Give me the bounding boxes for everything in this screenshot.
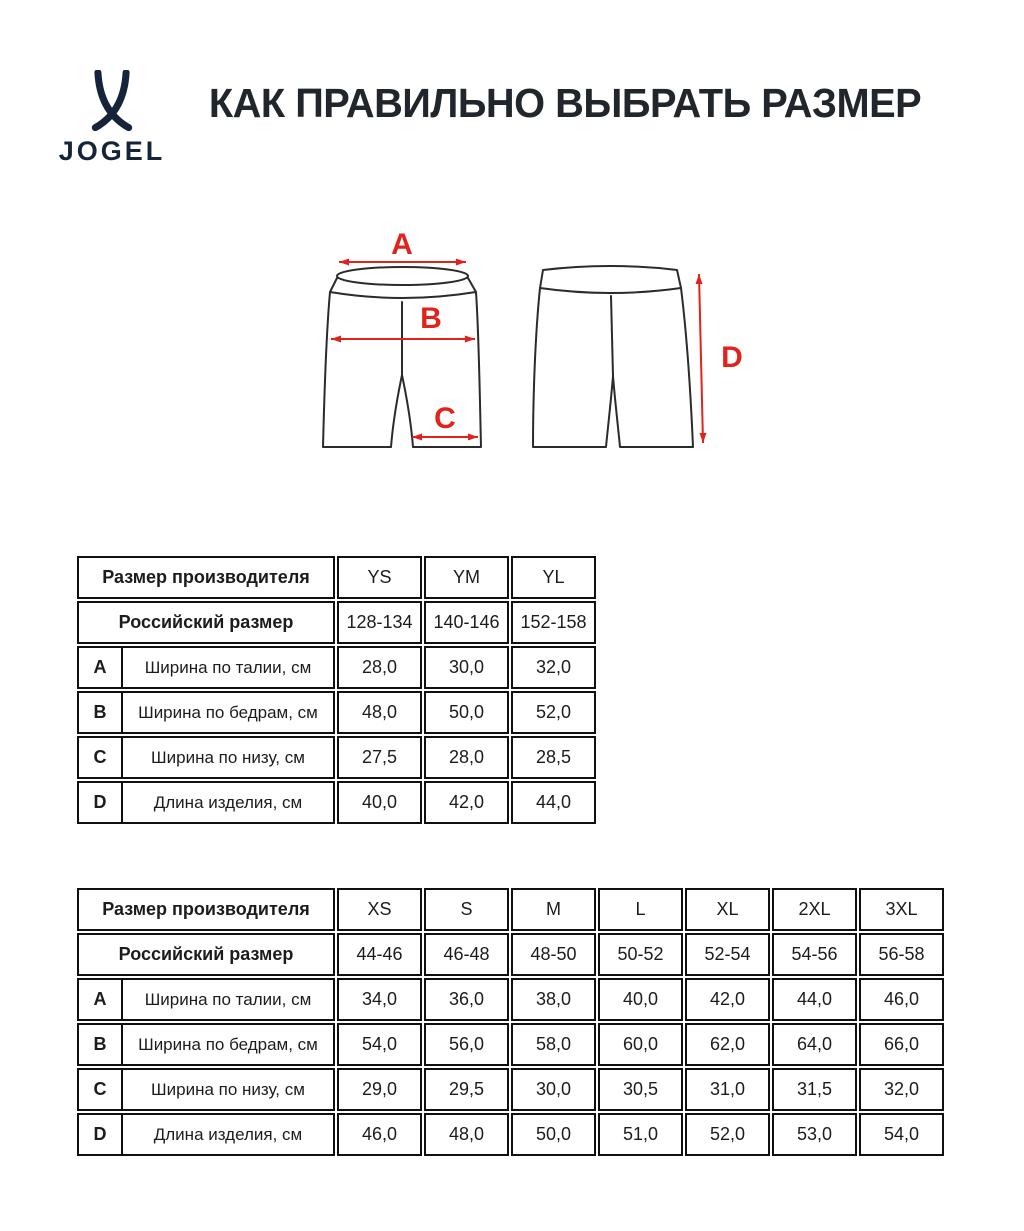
size-code-cell: S [424,888,509,931]
measurement-value-cell: 42,0 [424,781,509,824]
russian-size-value-cell: 46-48 [424,933,509,976]
measurement-row-label [77,691,335,734]
measurement-value-cell: 46,0 [337,1113,422,1156]
measurement-value-cell: 48,0 [424,1113,509,1156]
measurement-value-cell: 28,0 [337,646,422,689]
dimension-letter: C [93,1079,107,1099]
size-code-cell: YS [337,556,422,599]
russian-size-value-cell: 54-56 [772,933,857,976]
measurement-name: Ширина по бедрам, см [138,1034,318,1054]
russian-size-value-cell: 52-54 [685,933,770,976]
russian-size-value-cell: 56-58 [859,933,944,976]
measurement-value-cell: 34,0 [337,978,422,1021]
measurement-name: Ширина по талии, см [144,657,312,677]
measurement-value-cell: 44,0 [511,781,596,824]
measurement-value-cell: 38,0 [511,978,596,1021]
measurement-value-cell: 31,0 [685,1068,770,1111]
measurement-value-cell: 42,0 [685,978,770,1021]
measurement-value-cell: 60,0 [598,1023,683,1066]
measurement-value-cell: 58,0 [511,1023,596,1066]
measurement-value-cell: 56,0 [424,1023,509,1066]
dimension-letter: D [93,792,107,812]
measurement-row-label [77,1023,335,1066]
measurement-value-cell: 64,0 [772,1023,857,1066]
russian-size-value-cell: 44-46 [337,933,422,976]
measurement-name: Ширина по низу, см [151,1079,305,1099]
manufacturer-size-label: Размер производителя [77,888,335,931]
measurement-value-cell: 29,5 [424,1068,509,1111]
measurement-row-label [77,646,335,689]
russian-size-label: Российский размер [77,601,335,644]
measurement-value-cell: 51,0 [598,1113,683,1156]
dim-label-c: C [434,402,456,435]
measurement-value-cell: 28,0 [424,736,509,779]
logo-wordmark: JOGEL [58,136,166,166]
dim-label-b: B [420,302,442,335]
measurement-value-cell: 36,0 [424,978,509,1021]
dimension-letter: B [93,702,107,722]
measurement-name: Ширина по талии, см [144,989,312,1009]
shorts-measurement-diagram [318,226,748,458]
size-code-cell: 3XL [859,888,944,931]
brand-logo [56,70,168,167]
measurement-value-cell: 66,0 [859,1023,944,1066]
measurement-value-cell: 50,0 [511,1113,596,1156]
dimension-letter: C [93,747,107,767]
measurement-value-cell: 46,0 [859,978,944,1021]
dimension-letter: A [93,657,107,677]
measurement-name: Ширина по бедрам, см [138,702,318,722]
measurement-value-cell: 54,0 [859,1113,944,1156]
dim-label-d: D [721,341,743,374]
measurement-name: Длина изделия, см [153,792,303,812]
measurement-value-cell: 31,5 [772,1068,857,1111]
measurement-value-cell: 40,0 [337,781,422,824]
size-code-cell: XL [685,888,770,931]
size-table-adult [77,888,944,1156]
measurement-value-cell: 32,0 [511,646,596,689]
russian-size-value-cell: 50-52 [598,933,683,976]
measurement-value-cell: 52,0 [511,691,596,734]
size-code-cell: YL [511,556,596,599]
measurement-value-cell: 30,5 [598,1068,683,1111]
measurement-row-label [77,1068,335,1111]
dimension-arrow-d [696,274,743,443]
measurement-value-cell: 52,0 [685,1113,770,1156]
measurement-value-cell: 29,0 [337,1068,422,1111]
shorts-front-diagram [323,267,481,447]
measurement-value-cell: 62,0 [685,1023,770,1066]
measurement-row-label [77,736,335,779]
jogel-logo-icon [75,70,149,134]
dimension-letter: B [93,1034,107,1054]
measurement-row-label [77,781,335,824]
manufacturer-size-label: Размер производителя [77,556,335,599]
dim-label-a: A [391,228,413,261]
measurement-value-cell: 32,0 [859,1068,944,1111]
measurement-row-label [77,1113,335,1156]
measurement-value-cell: 44,0 [772,978,857,1021]
dimension-letter: A [93,989,107,1009]
measurement-value-cell: 30,0 [424,646,509,689]
page-title: КАК ПРАВИЛЬНО ВЫБРАТЬ РАЗМЕР [208,80,922,126]
measurement-value-cell: 40,0 [598,978,683,1021]
measurement-name: Длина изделия, см [153,1124,303,1144]
size-code-cell: M [511,888,596,931]
size-code-cell: XS [337,888,422,931]
size-table-youth [77,556,596,824]
size-code-cell: 2XL [772,888,857,931]
measurement-value-cell: 27,5 [337,736,422,779]
measurement-value-cell: 53,0 [772,1113,857,1156]
dimension-arrow-a [339,228,466,266]
russian-size-label: Российский размер [77,933,335,976]
shorts-back-diagram [533,266,693,447]
measurement-value-cell: 28,5 [511,736,596,779]
russian-size-value-cell: 140-146 [424,601,509,644]
russian-size-value-cell: 128-134 [337,601,422,644]
measurement-value-cell: 54,0 [337,1023,422,1066]
measurement-name: Ширина по низу, см [151,747,305,767]
dimension-letter: D [93,1124,107,1144]
measurement-value-cell: 48,0 [337,691,422,734]
measurement-value-cell: 30,0 [511,1068,596,1111]
russian-size-value-cell: 48-50 [511,933,596,976]
measurement-row-label [77,978,335,1021]
measurement-value-cell: 50,0 [424,691,509,734]
size-code-cell: YM [424,556,509,599]
size-code-cell: L [598,888,683,931]
russian-size-value-cell: 152-158 [511,601,596,644]
